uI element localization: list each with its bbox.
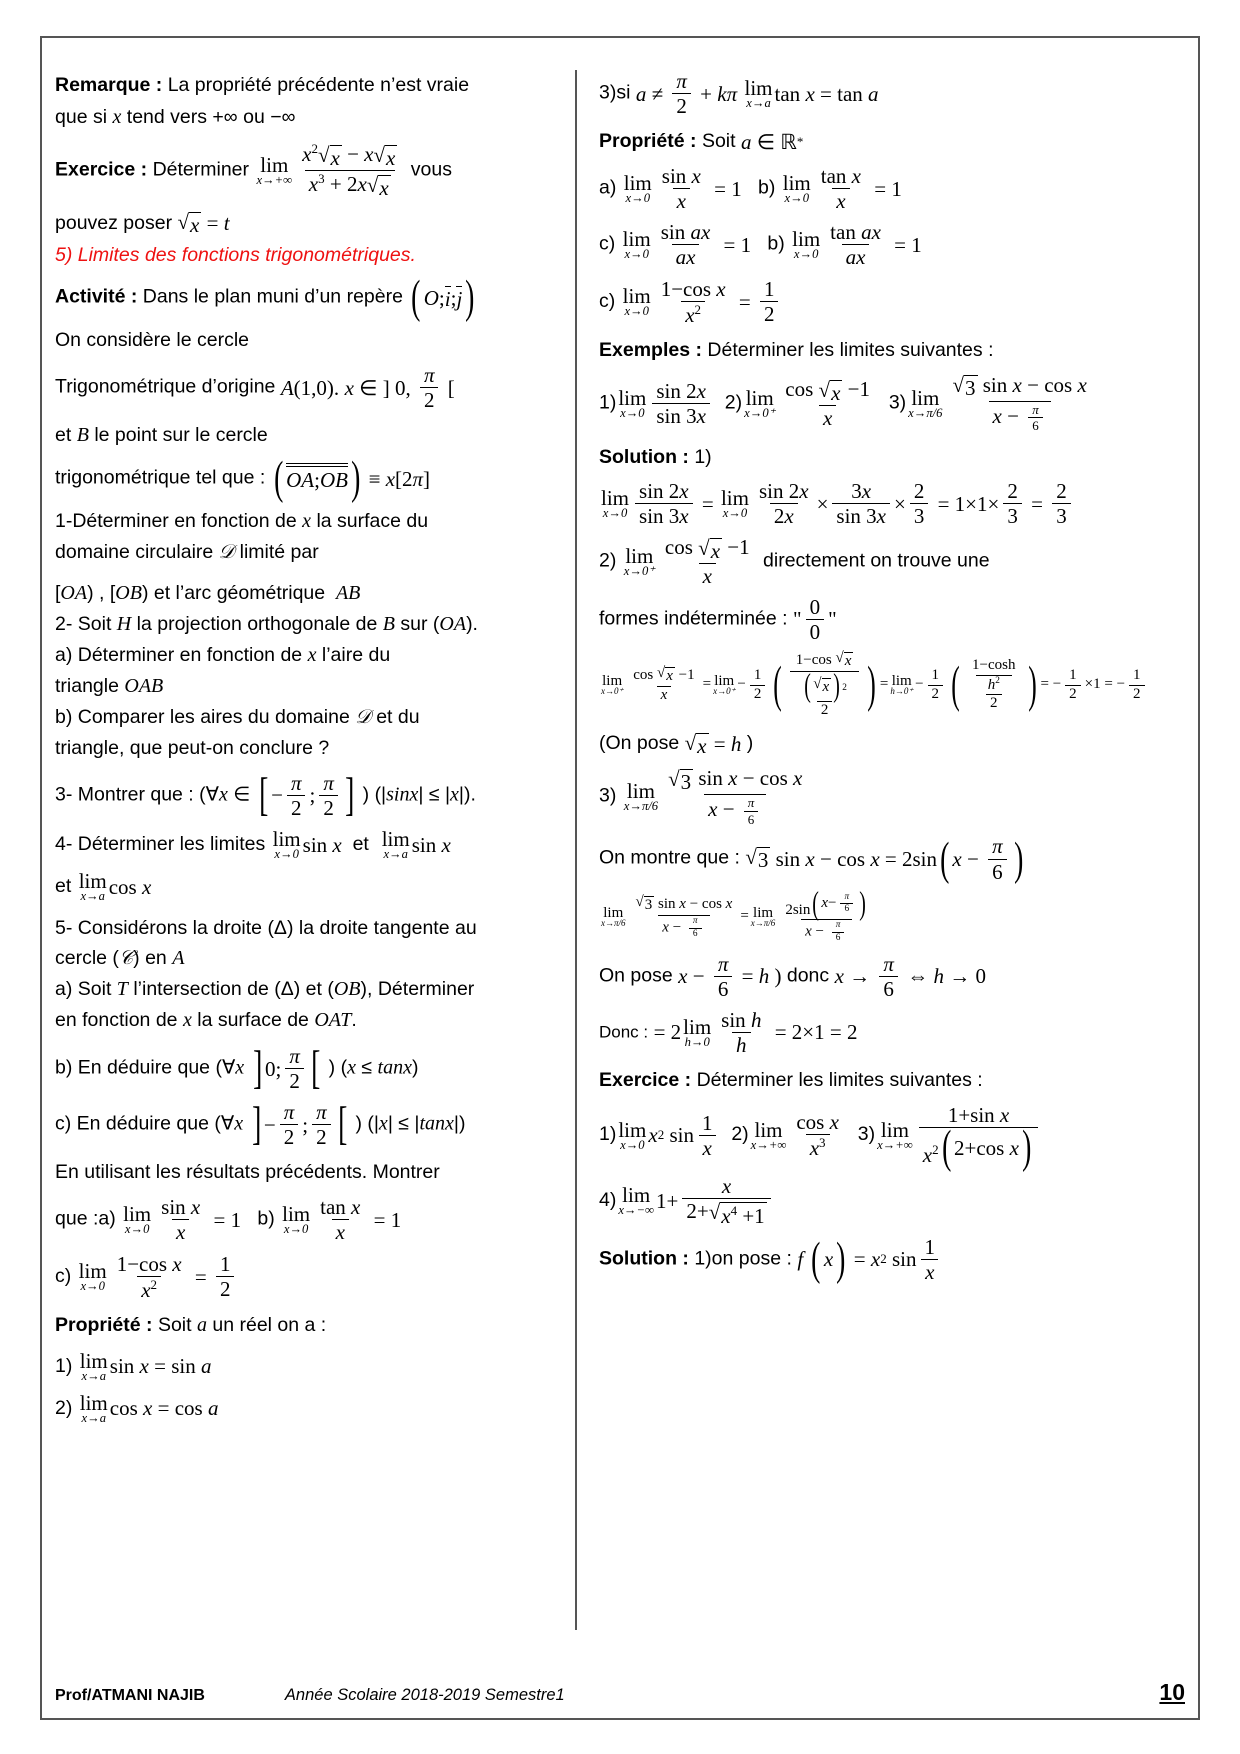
limit-sin-x-to-0: lim x→0 sin x xyxy=(272,827,342,862)
solution-3-limit: lim x→π/6 √ 3 sin x − cos x x − $\frac{\pi}{6}$ xyxy=(623,766,803,827)
solution-2-computation: lim x→0⁺ cos √ x −1 x = lim x→0⁺ − $\frac{1}{2}$ ( 1−cos √ x ( √ x ) $^2$ 2 ) = lim h→0⁺ − $\frac{1}{2}$ ( $\frac{1-\cosh}{\frac{h^2}{2}}$ ) = − $\frac{1}{2}$ ×1 = − $\frac{1}{2}$ xyxy=(599,651,1165,719)
activity-line-5 xyxy=(55,452,559,504)
limit-sinx-over-x: lim x→0 $\frac{\text{sin x}}{x}$ = 1 xyxy=(123,1195,242,1245)
question-2b-line2: triangle, que peut-on conclure ? xyxy=(55,736,330,759)
limit-tan-ax-over-ax: lim x→0 $\frac{\text{tan ax}}{ax}$ = 1 xyxy=(792,220,922,270)
solution-1-computation: lim x→0 $\frac{\sin 2x}{\sin 3x}$ = lim x→0 $\frac{\sin 2x}{2x}$ × $\frac{3x}{\sin 3x}$ × $\frac{2}{3}$ = 1×1× $\frac{2}{3}$ = $\frac{2}{3}$ xyxy=(599,480,1165,527)
ex-item-1-formula: lim x→0 x 2 sin $\frac{1}{x}$ xyxy=(616,1112,720,1159)
solution-final-formula: f ( x ) = x 2 sin $\frac{1}{x}$ xyxy=(797,1236,943,1283)
solution-1-number: 1) xyxy=(694,445,712,468)
solution-2-line xyxy=(599,536,1165,587)
activity-origin-text: Trigonométrique d’origine xyxy=(55,375,276,398)
x-belongs-interval: x ∈ ] 0, $\frac{\pi}{2}$ [ xyxy=(344,363,455,413)
solution-3-pose-text: On pose xyxy=(599,964,673,987)
substitution-sqrt-x-equals-h: √ x = h xyxy=(684,730,742,758)
question-4: 4- Déterminer les limites lim x→0 sin x et lim x→a sin x xyxy=(55,827,451,862)
ex-item-3-formula: lim x→+∞ 1+sin x $x^2$ ( 2+ cos x ) xyxy=(875,1104,1042,1166)
solution-final-label: Solution : xyxy=(599,1247,689,1270)
limit-sin-x-to-a: lim x→a sin x xyxy=(381,827,451,862)
exercice-text: Déterminer xyxy=(152,158,250,181)
example-3-number: 3) xyxy=(888,391,907,414)
ex-item-4-number: 4) xyxy=(599,1189,617,1212)
solution-3-donc: donc xyxy=(786,964,830,987)
exercice-line2-text: pouvez poser xyxy=(55,211,173,234)
exercice-1-line2 xyxy=(55,208,559,238)
remark-text-3: tend vers +∞ ou −∞ xyxy=(126,106,296,129)
question-4-line2: et lim x→a cos x xyxy=(55,869,152,904)
property-right-label-c2: c) xyxy=(599,289,616,312)
solution-3-show-text: On montre que : xyxy=(599,847,740,870)
activity-text: Dans le plan muni d’un repère xyxy=(142,285,403,308)
right-column xyxy=(591,70,1165,1630)
property-left-item-2 xyxy=(55,1392,559,1425)
indeterminate-form: " $\frac{0}{0}$ " xyxy=(793,594,837,644)
limit-sinx-over-x-right: lim x→0 $\frac{\text{sin x}}{x}$ = 1 xyxy=(623,164,742,214)
question-1: 1-Déterminer en fonction de x la surface du xyxy=(55,510,429,533)
question-5: 5- Considérons la droite (Δ) la droite tangente au xyxy=(55,916,477,939)
property-right-label-c1: c) xyxy=(599,233,616,256)
remark-var: x xyxy=(112,106,122,129)
footer-author: Prof/ATMANI NAJIB xyxy=(55,1687,205,1704)
limit-cos-x-to-a: lim x→a cos x xyxy=(78,869,152,904)
exercice-label: Exercice : xyxy=(55,158,148,181)
exercice-1-line xyxy=(55,142,559,198)
solution-3-identity: √ 3 sin x − cos x = 2 sin ( x − $\frac{\pi}{6}$ ) xyxy=(745,832,1023,884)
exercice-limit-expression: lim x→+∞ $x^2$ √ x − x √ x $x^3 + 2x$ √ x xyxy=(256,141,396,200)
angle-congruence-expression: ( OA;OB ) ≡ x [2 π ] xyxy=(273,452,431,504)
question-6-line2: que :a) lim x→0 $\frac{\text{sin x}}{x}$ = 1 b) lim x→0 $\frac{\text{tan x}}{x}$ = 1 xyxy=(55,1195,402,1245)
question-2a-line2: triangle OAB xyxy=(55,674,164,697)
example-3-formula: lim x→π/6 √ 3 sin x − cos x x − $\frac{\pi}{6}$ xyxy=(908,372,1087,434)
question-5c-interval: ] − $\frac{\pi}{2}$ ; $\frac{\pi}{2}$ [ xyxy=(251,1098,347,1150)
activity-frame-notation: ( O ; i ; j ) xyxy=(411,271,475,323)
activity-label: Activité : xyxy=(55,285,138,308)
ex-item-1-number: 1) xyxy=(599,1123,617,1146)
solution-3-number: 3) xyxy=(599,785,617,808)
substitution-x-minus-pi6: x − $\frac{\pi}{6}$ = h ) xyxy=(678,951,782,1001)
solution-3-equivalence: x → $\frac{\pi}{6}$ ⇔ h → 0 xyxy=(834,951,986,1001)
remark-paragraph-2 xyxy=(55,102,559,133)
activity-line-2: On considère le cercle xyxy=(55,329,250,352)
exercice-tail: vous xyxy=(410,158,452,181)
solution-final-text: on pose : xyxy=(711,1247,792,1270)
limit-one-minus-cos-over-x2-right: lim x→0 $\frac{\text{1−cos x}}{x^2}$ = $\frac{1}{2}$ xyxy=(621,278,783,326)
question-5c: c) En déduire que (∀x ] − $\frac{\pi}{2}$ ; $\frac{\pi}{2}$ [ ) (|x| ≤ |tanx|) xyxy=(55,1098,466,1150)
examples-label: Exemples : xyxy=(599,338,702,361)
examples-heading xyxy=(599,335,1165,365)
property-right-label-b1: b) xyxy=(757,177,776,200)
ex-item-2-number: 2) xyxy=(731,1123,749,1146)
solution-2-number: 2) xyxy=(599,549,617,572)
property-right-row-cb xyxy=(599,221,1165,268)
solution-1-heading xyxy=(599,442,1165,472)
question-3: 3- Montrer que : (∀x ∈ [ − $\frac{\pi}{2}$ ; $\frac{\pi}{2}$ ] ) (|sinx| ≤ |x|). xyxy=(55,769,476,820)
example-1-formula: lim x→0 $\frac{\sin 2x}{\sin 3x}$ xyxy=(616,380,714,427)
solution-final-number: 1) xyxy=(694,1247,712,1270)
exercice-substitution: √ x = t xyxy=(177,209,230,237)
question-5a: a) Soit T l’intersection de (Δ) et (OB), Déterminer xyxy=(55,978,475,1000)
property-right-label: Propriété : xyxy=(599,130,697,153)
limit-tan-equals-tan-a: lim x→a tan x = tan a xyxy=(744,75,879,110)
solution-3-identity-line xyxy=(599,832,1165,884)
page-footer xyxy=(55,1679,1185,1706)
solution-1-label: Solution : xyxy=(599,445,689,468)
solution-3-final-line xyxy=(599,1009,1165,1056)
activity-line-3 xyxy=(55,364,559,411)
solution-3-pose-line xyxy=(599,953,1165,1000)
solution-2-indeterminate-line xyxy=(599,596,1165,643)
exercice-right-row-1 xyxy=(599,1103,1165,1173)
two-column-content xyxy=(55,70,1185,1630)
solution-2-note: (On pose √ x = h ) xyxy=(599,730,754,758)
solution-3-line xyxy=(599,767,1165,826)
question-1-line3: [OA) , [OB) et l’arc géométrique AB xyxy=(55,581,361,604)
limit-tanx-over-x-right: lim x→0 $\frac{\text{tan x}}{x}$ = 1 xyxy=(782,164,902,214)
section-heading-trigonometric-limits: 5) Limites des fonctions trigonométriques. xyxy=(55,243,416,266)
remark-paragraph xyxy=(55,70,559,100)
property-right-label-b2: b) xyxy=(767,233,785,256)
property-right xyxy=(599,126,1165,156)
solution-3-final: = 2 lim h→0 $\frac{\text{sin h}}{h}$ = 2×1 = 2 xyxy=(653,1007,858,1057)
question-2a: a) Déterminer en fonction de x l’aire du xyxy=(55,643,391,666)
limit-one-minus-cos-over-x2: lim x→0 $\frac{\text{1−cos x}}{x^2}$ = $\frac{1}{2}$ xyxy=(77,1253,239,1301)
point-a-coordinates: A (1,0). xyxy=(280,375,340,400)
exercice-right-heading xyxy=(599,1065,1165,1095)
property-right-row-ab xyxy=(599,165,1165,212)
activity-line5-text: trigonométrique tel que : xyxy=(55,466,266,489)
example-2-number: 2) xyxy=(724,391,743,414)
solution-final-line xyxy=(599,1232,1165,1284)
exercice-right-label: Exercice : xyxy=(599,1069,692,1091)
remark-text-2: que si xyxy=(55,106,108,129)
examples-row xyxy=(599,374,1165,433)
question-5-line2: cercle (𝒞) en A xyxy=(55,946,185,969)
question-6: En utilisant les résultats précédents. Montrer xyxy=(55,1161,440,1184)
limit-sin-equals-sin-a: lim x→a sin x = sin a xyxy=(79,1348,212,1383)
ex-item-2-formula: lim x→+∞ $\frac{\text{cos x}}{x^3}$ xyxy=(750,1110,839,1161)
example-2-formula: lim x→0⁺ cos √ x −1 x xyxy=(744,376,870,430)
domain-real-nonzero: a ∈ ℝ * xyxy=(740,129,804,154)
ex-item-3-number: 3) xyxy=(857,1123,876,1146)
question-5b-interval: ] 0; $\frac{\pi}{2}$ [ xyxy=(252,1042,321,1094)
question-2b: b) Comparer les aires du domaine 𝒟 et du xyxy=(55,705,420,728)
question-5b: b) En déduire que (∀x ] 0; $\frac{\pi}{2}$ [ ) (x ≤ tanx) xyxy=(55,1042,419,1094)
question-1-line2: domaine circulaire 𝒟 limité par xyxy=(55,541,319,564)
limit-tanx-over-x: lim x→0 $\frac{\text{tan x}}{x}$ = 1 xyxy=(282,1195,402,1245)
property-item-3 xyxy=(599,70,1165,117)
property-item-3-condition: a ≠ $\frac{\pi}{2}$ + kπ xyxy=(635,69,738,119)
left-column xyxy=(55,70,575,1630)
limit-cos-equals-cos-a: lim x→a cos x = cos a xyxy=(79,1390,219,1425)
remark-text-1: La propriété précédente n’est vraie xyxy=(167,74,470,96)
property-left-item-1-number: 1) xyxy=(55,1354,73,1377)
property-left-item-2-number: 2) xyxy=(55,1396,73,1419)
solution-3-donc-label: Donc : xyxy=(599,1022,649,1042)
activity-line-4: et B le point sur le cercle xyxy=(55,424,268,447)
footer-school-year: Année Scolaire 2018-2019 Semestre1 xyxy=(284,1686,565,1704)
property-right-label-a: a) xyxy=(599,177,617,200)
ex-item-4-formula: lim x→−∞ 1+ x 2+ √ $x^4 +1$ xyxy=(616,1175,774,1226)
examples-text: Déterminer les limites suivantes : xyxy=(707,338,994,361)
property-right-row-c2 xyxy=(599,278,1165,326)
limit-sin-ax-over-ax: lim x→0 $\frac{\text{sin ax}}{ax}$ = 1 xyxy=(622,220,752,270)
question-5a-line2: en fonction de x la surface de OAT. xyxy=(55,1009,357,1031)
solution-2-line2: formes indéterminée : xyxy=(599,607,788,630)
question-2: 2- Soit H la projection orthogonale de B sur (OA). xyxy=(55,612,478,635)
solution-3-computation: lim x→π/6 √ 3 sin x − cos x x − $\frac{\pi}{6}$ = lim x→π/6 2sin ( x − $\frac{\pi}{6}$ ) x − $\frac{\pi}{6}$ xyxy=(601,885,866,944)
property-left-label: Propriété : xyxy=(55,1313,153,1336)
column-divider xyxy=(575,70,577,1630)
question-3-interval: [ − $\frac{\pi}{2}$ ; $\frac{\pi}{2}$ ] xyxy=(258,769,355,820)
property-left: Propriété : Soit a un réel on a : xyxy=(55,1313,327,1336)
question-6-line3: c) lim x→0 $\frac{\text{1−cos x}}{x^2}$ = $\frac{1}{2}$ xyxy=(55,1253,559,1301)
page-number: 10 xyxy=(1159,1679,1185,1705)
property-left-item-1 xyxy=(55,1350,559,1383)
exercice-right-text: Déterminer les limites suivantes : xyxy=(696,1069,983,1091)
solution-2-limit: lim x→0⁺ cos √ x −1 x xyxy=(623,535,750,588)
solution-2-text: directement on trouve une xyxy=(763,549,990,572)
property-item-3-prefix: 3)si xyxy=(599,81,631,104)
example-1-number: 1) xyxy=(599,391,617,414)
activity-line xyxy=(55,271,559,323)
remark-label: Remarque : xyxy=(55,74,163,96)
exercice-right-row-4 xyxy=(599,1175,1165,1226)
property-right-text: Soit xyxy=(701,130,736,153)
